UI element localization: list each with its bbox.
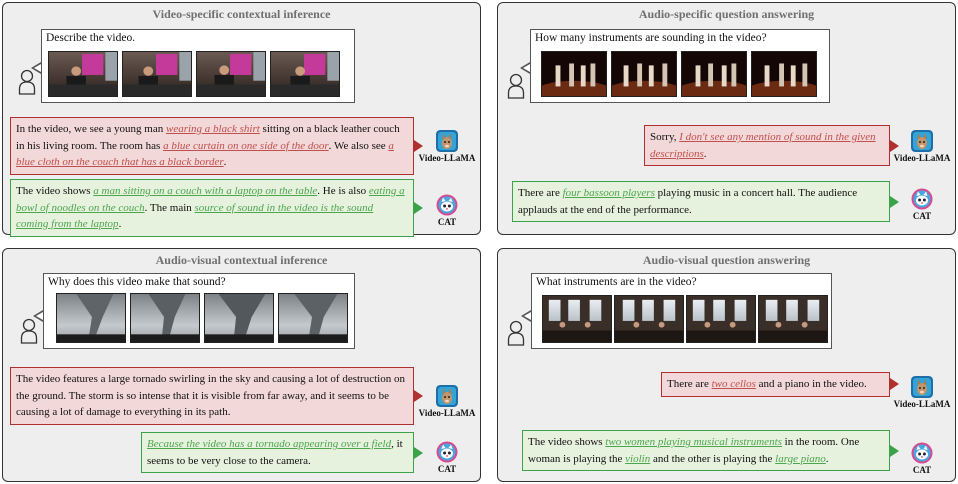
video-frame-2 [614, 295, 684, 343]
question-bubble [41, 29, 355, 103]
video-llama-answer [10, 367, 414, 425]
highlighted-phrase: eating a bowl of noodles on the couch [16, 185, 405, 214]
video-frame-2 [130, 293, 200, 343]
answer-text: . The main [144, 201, 195, 214]
highlighted-phrase: two women playing musical instruments [605, 436, 782, 448]
answer-text: The video features a large tornado swirling in the sky and causing a lot of destruction on the ground. The storm is so intense that it is visible from far away, and it seems to be causing a lot of damage to everything in its path. [16, 373, 405, 418]
panel-audio-specific-question-answering [497, 2, 956, 235]
cat-label: CAT [912, 465, 932, 475]
highlighted-phrase: a man sitting on a couch with a laptop on the table [93, 185, 318, 197]
highlighted-phrase: source of sound in the video is the sound coming from the laptop [16, 201, 374, 230]
user-icon [507, 73, 525, 99]
cat-model [417, 194, 477, 227]
answer-text: , it seems to be very close to the camera. [147, 438, 403, 467]
video-llama-label: Video-LLaMA [893, 153, 951, 163]
highlighted-phrase: wearing a black shirt [165, 123, 260, 135]
answer-text: sitting on a black leather couch in his living room. The room has [16, 123, 400, 152]
cat-logo-icon [911, 442, 933, 464]
highlighted-phrase: violin [625, 452, 651, 465]
answer-text: There are [667, 378, 712, 390]
video-frame-1 [542, 295, 612, 343]
video-frame-1 [48, 51, 118, 97]
cat-model [892, 442, 952, 475]
cat-logo-icon [436, 441, 458, 463]
video-llama-model [892, 376, 952, 409]
highlighted-phrase: I don't see any mention of sound in the given descriptions [650, 131, 876, 160]
cat-label: CAT [912, 211, 932, 221]
cat-logo-icon [436, 194, 458, 216]
answer-text: . [703, 147, 707, 160]
video-frame-4 [758, 295, 828, 343]
answer-text: In the video, we see a young man [16, 123, 166, 135]
highlighted-phrase: a blue curtain on one side of the door [163, 139, 329, 152]
answer-text: . We also see [328, 139, 389, 152]
answer-text: playing music in a concert hall. The audience applauds at the end of the performance. [518, 187, 858, 216]
video-llama-logo-icon [911, 130, 933, 152]
video-llama-model [417, 130, 477, 163]
video-frame-1 [56, 293, 126, 343]
video-llama-label: Video-LLaMA [418, 408, 476, 418]
video-frame-4 [270, 51, 340, 97]
panel-title: Audio-visual question answering [642, 253, 811, 267]
video-frame-3 [204, 293, 274, 343]
cat-model [892, 188, 952, 221]
video-frame-4 [278, 293, 348, 343]
question-text: How many instruments are sounding in the video? [535, 32, 767, 44]
cat-answer [10, 179, 414, 237]
answer-text: . [825, 452, 829, 465]
video-llama-logo-icon [911, 376, 933, 398]
cat-answer [522, 430, 890, 471]
panel-audio-visual-question-answering [497, 248, 956, 482]
cat-answer [512, 181, 890, 222]
highlighted-phrase: two cellos [711, 378, 756, 390]
question-text: What instruments are in the video? [536, 276, 697, 288]
answer-text: There are [518, 187, 563, 199]
question-text: Why does this video make that sound? [48, 276, 226, 288]
video-llama-label: Video-LLaMA [893, 399, 951, 409]
video-llama-logo-icon [436, 385, 458, 407]
highlighted-phrase: Because the video has a tornado appearing over a field [147, 438, 392, 450]
answer-text: Sorry, [650, 131, 680, 143]
cat-model [417, 441, 477, 474]
question-bubble [43, 273, 355, 349]
answer-text: The video shows [528, 436, 606, 448]
question-bubble [531, 273, 832, 349]
highlighted-phrase: a blue cloth on the couch that has a black border [16, 139, 394, 168]
video-frame-3 [686, 295, 756, 343]
video-llama-model [892, 130, 952, 163]
answer-text: in the room. One woman is playing the [528, 436, 860, 465]
answer-text: The video shows [16, 185, 94, 197]
answer-text: . [118, 218, 122, 230]
video-frame-3 [196, 51, 266, 97]
answer-text: . He is also [317, 185, 369, 197]
video-llama-label: Video-LLaMA [418, 153, 476, 163]
user-icon [507, 320, 525, 346]
panel-title: Audio-visual contextual inference [155, 253, 328, 267]
answer-text: and a piano in the video. [755, 378, 867, 390]
video-frame-2 [122, 51, 192, 97]
video-llama-answer [10, 117, 414, 175]
video-llama-answer [644, 125, 890, 166]
video-frame-2 [611, 51, 677, 97]
video-frame-1 [541, 51, 607, 97]
highlighted-phrase: four bassoon players [562, 187, 655, 199]
answer-text: . [223, 156, 227, 168]
cat-logo-icon [911, 188, 933, 210]
question-bubble [530, 29, 830, 103]
question-text: Describe the video. [46, 32, 136, 44]
answer-text: and the other is playing the [650, 452, 776, 465]
panel-title: Audio-specific question answering [638, 7, 815, 21]
panel-title: Video-specific contextual inference [152, 7, 331, 21]
panel-video-specific-contextual-inference [2, 2, 481, 235]
video-llama-answer [661, 372, 890, 397]
video-frame-4 [751, 51, 817, 97]
cat-label: CAT [437, 217, 457, 227]
highlighted-phrase: large piano [775, 452, 826, 465]
video-llama-model [417, 385, 477, 418]
cat-answer [141, 432, 414, 473]
video-frame-3 [681, 51, 747, 97]
cat-label: CAT [437, 464, 457, 474]
panel-audio-visual-contextual-inference [2, 248, 481, 482]
video-llama-logo-icon [436, 130, 458, 152]
